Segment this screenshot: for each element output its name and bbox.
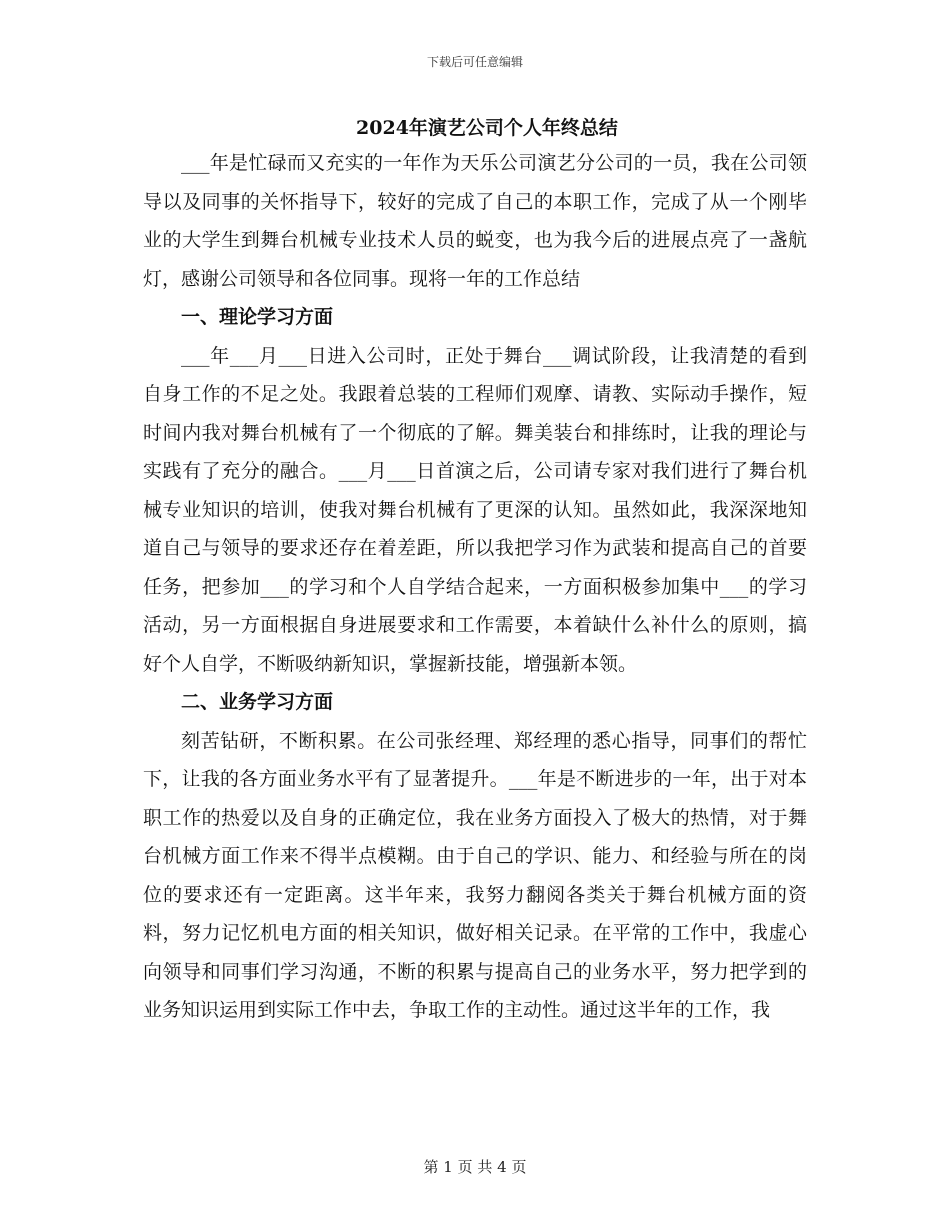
page-footer: 第 1 页 共 4 页 — [423, 1158, 527, 1176]
section-body-business: 刻苦钻研，不断积累。在公司张经理、郑经理的悉心指导，同事们的帮忙下，让我的各方面业务水平有了显著提升。___年是不断进步的一年，出于对本职工作的热爱以及自身的正确定位，我在业务方面投入了极大的热情，对于舞台机械方面工作来不得半点模糊。由于自己的学识、能力、和经验与所在的岗位的要求还有一定距离。这半年来，我努力翻阅各类关于舞台机械方面的资料，努力记忆机电方面的相关知识，做好相关记录。在平常的工作中，我虚心向领导和同事们学习沟通，不断的积累与提高自己的业务水平，努力把学到的业务知识运用到实际工作中去，争取工作的主动性。通过这半年的工作，我 — [143, 729, 807, 1021]
page-header: 下载后可任意编辑 — [426, 55, 523, 69]
section-heading-theory: 一、理论学习方面 — [181, 306, 334, 328]
intro-paragraph: ___年是忙碌而又充实的一年作为天乐公司演艺分公司的一员，我在公司领导以及同事的关怀指导下，较好的完成了自己的本职工作，完成了从一个刚毕业的大学生到舞台机械专业技术人员的蜕变，也为我今后的进展点亮了一盏航灯，感谢公司领导和各位同事。现将一年的工作总结 — [143, 152, 807, 290]
document-body — [143, 112, 807, 1030]
section-body-theory: ___年___月___日进入公司时，正处于舞台___调试阶段，让我清楚的看到自身工作的不足之处。我跟着总装的工程师们观摩、请教、实际动手操作，短时间内我对舞台机械有了一个彻底的了解。舞美装台和排练时，让我的理论与实践有了充分的融合。___月___日首演之后，公司请专家对我们进行了舞台机械专业知识的培训，使我对舞台机械有了更深的认知。虽然如此，我深深地知道自己与领导的要求还存在着差距，所以我把学习作为武装和提高自己的首要任务，把参加___的学习和个人自学结合起来，一方面积极参加集中___的学习活动，另一方面根据自身进展要求和工作需要，本着缺什么补什么的原则，搞好个人自学，不断吸纳新知识，掌握新技能，增强新本领。 — [143, 344, 807, 675]
document-title: 2024年演艺公司个人年终总结 — [356, 117, 618, 139]
section-heading-business: 二、业务学习方面 — [181, 691, 334, 713]
